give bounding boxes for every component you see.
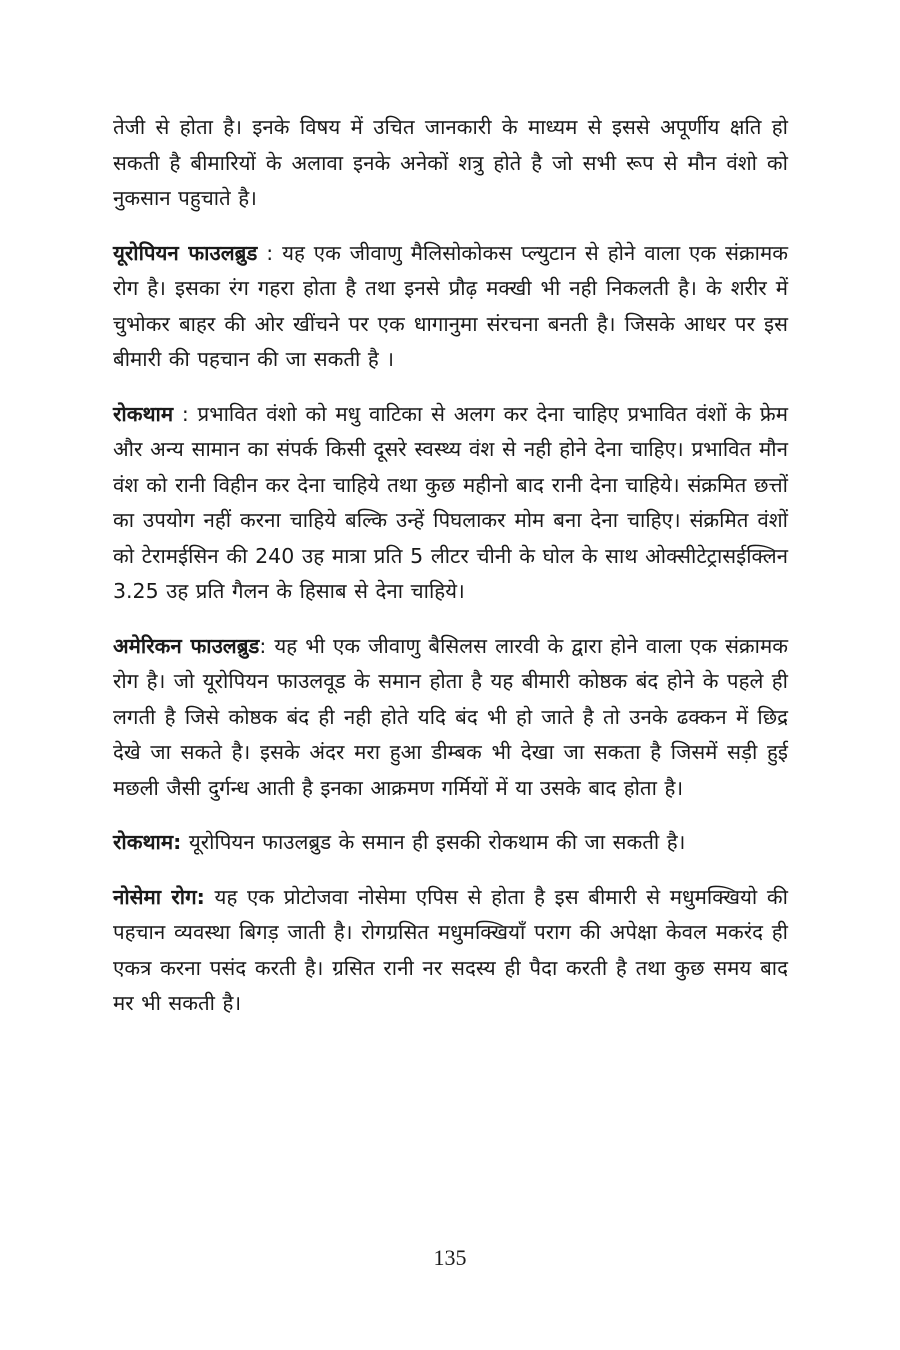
paragraph-intro [113,110,788,217]
paragraph-text: यह एक प्रोटोजवा नोसेमा एपिस से होता है इस बीमारी से मधुमक्खियो की पहचान व्यवस्था बिगड़ जाती है। रोगग्रसित मधुमक्खियाँ पराग की अपेक्षा केवल मकरंद ही एकत्र करना पसंद करती है। ग्रसित रानी नर सदस्य ही पैदा करती है तथा कुछ समय बाद मर भी सकती है। [113,884,788,1015]
paragraph-heading: रोकथाम: [113,830,182,854]
page-number: 135 [433,1245,467,1270]
paragraph-nosema [113,880,788,1022]
paragraph-american-foulbrood [113,629,788,807]
paragraph-heading: अमेरिकन फाउलब्रुड [113,633,260,658]
paragraph-prevention-2 [113,825,788,861]
paragraph-heading: नोसेमा रोग: [113,884,205,909]
paragraph-text: यूरोपियन फाउलब्रुड के समान ही इसकी रोकथाम की जा सकती है। [181,830,686,854]
page-body [113,110,788,1041]
paragraph-text: : यह एक जीवाणु मैलिसोकोकस प्ल्युटान से होने वाला एक संक्रामक रोग है। इसका रंग गहरा होता है तथा इनसे प्रौढ़ मक्खी भी नही निकलती है। के शरीर में चुभोकर बाहर की ओर खींचने पर एक धागानुमा संरचना बनती है। जिसके आधर पर इस बीमारी की पहचान की जा सकती है । [113,240,788,371]
paragraph-heading: यूरोपियन फाउलब्रुड [113,240,258,265]
paragraph-european-foulbrood [113,236,788,378]
paragraph-text: : प्रभावित वंशो को मधु वाटिका से अलग कर देना चाहिए प्रभावित वंशों के फ्रेम और अन्य सामान का संपर्क किसी दूसरे स्वस्थ्य वंश से नही होने देना चाहिए। प्रभावित मौन वंश को रानी विहीन कर देना चाहिये तथा कुछ महीनो बाद रानी देना चाहिये। संक्रमित छत्तों का उपयोग नहीं करना चाहिये बल्कि उन्हें पिघलाकर मोम बना देना चाहिए। संक्रमित वंशों को टेरामईसिन की 240 उह मात्रा प्रति 5 लीटर चीनी के घोल के साथ ओक्सीटेट्रासईक्लिन 3.25 उह प्रति गैलन के हिसाब से देना चाहिये। [113,401,788,603]
paragraph-prevention [113,397,788,610]
paragraph-text: तेजी से होता है। इनके विषय में उचित जानकारी के माध्यम से इससे अपूर्णीय क्षति हो सकती है बीमारियों के अलावा इनके अनेकों शत्रु होते है जो सभी रूप से मौन वंशो को नुकसान पहुचाते है। [113,115,788,210]
paragraph-heading: रोकथाम [113,401,174,426]
paragraph-text: : यह भी एक जीवाणु बैसिलस लारवी के द्वारा होने वाला एक संक्रामक रोग है। जो यूरोपियन फाउलवूड के समान होता है यह बीमारी कोष्ठक बंद होने के पहले ही लगती है जिसे कोष्ठक बंद ही नही होते यदि बंद भी हो जाते है तो उनके ढक्कन में छिद्र देखे जा सकते है। इसके अंदर मरा हुआ डीम्बक भी देखा जा सकता है जिसमें सड़ी हुई मछली जैसी दुर्गन्ध आती है इनका आक्रमण गर्मियों में या उसके बाद होता है। [113,633,788,800]
